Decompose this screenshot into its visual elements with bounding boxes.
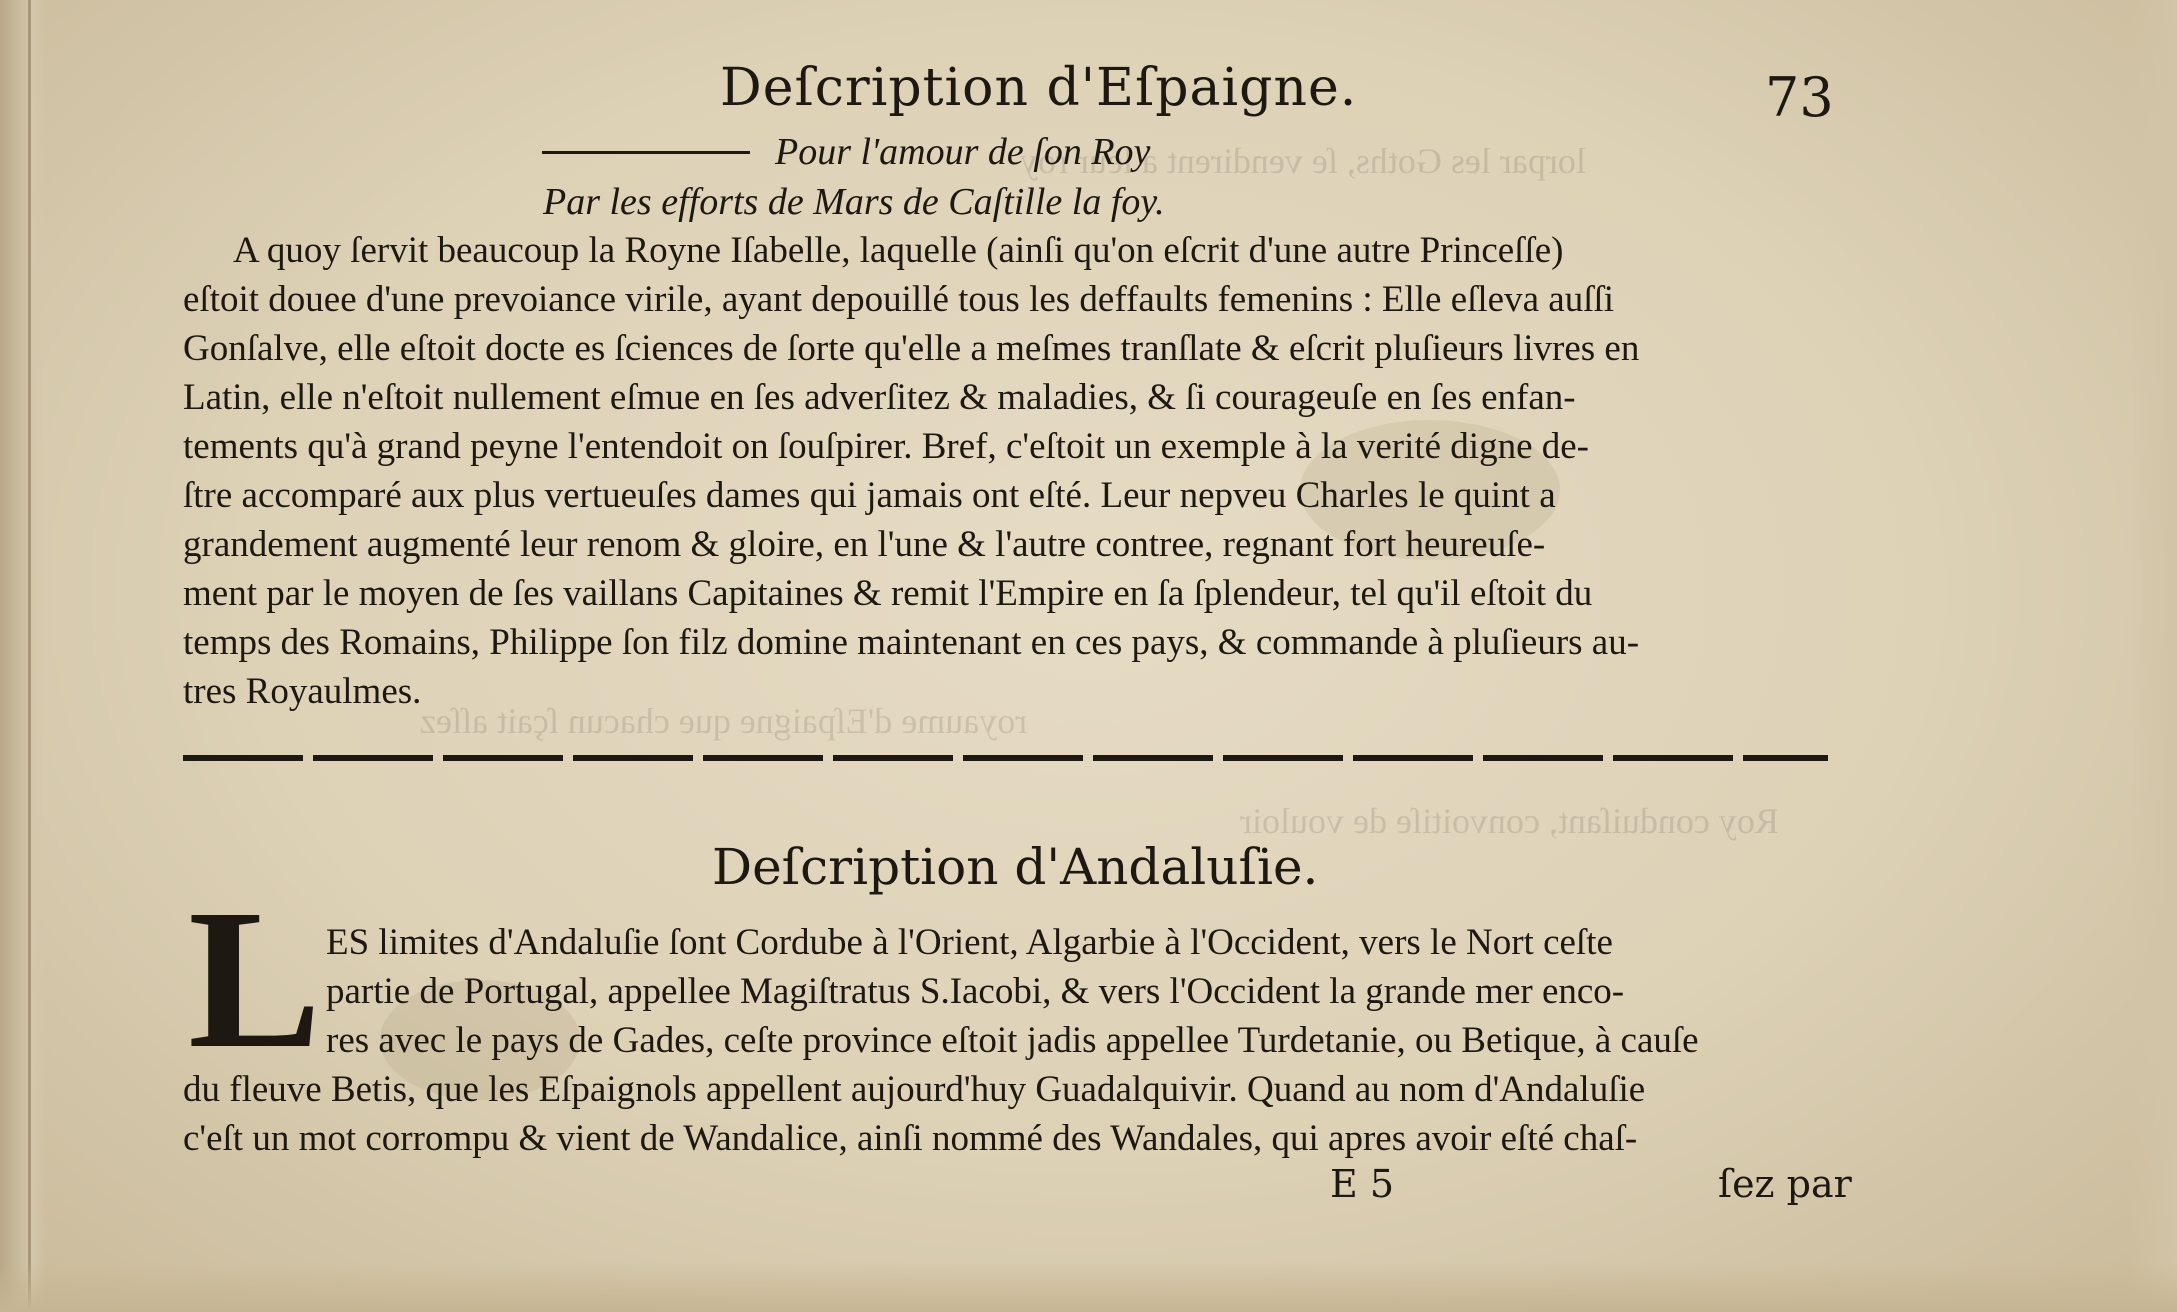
verse-dash: [542, 151, 750, 154]
text-line: ES limites d'Andaluſie ſont Cordube à l'Orient, Algarbie à l'Occident, vers le Nort ceſte: [326, 922, 1613, 963]
text-line: tements qu'à grand peyne l'entendoit on ſouſpirer. Bref, c'eſtoit un exemple à la verité digne de-: [183, 426, 1589, 467]
section-title: Deſcription d'Andaluſie.: [712, 838, 1319, 896]
section-separator: [183, 755, 1828, 761]
text-line: Gonſalve, elle eſtoit docte es ſciences de ſorte qu'elle a meſmes tranſlate & eſcrit pluſieurs livres en: [183, 328, 1640, 369]
text-line: A quoy ſervit beaucoup la Royne Iſabelle, laquelle (ainſi qu'on eſcrit d'une autre Princeſſe): [233, 230, 1564, 271]
show-through-text: royaume d'Eſpaigne que chacun ſçait aſſez: [420, 701, 1028, 741]
drop-cap: L: [188, 869, 322, 1090]
text-line: eſtoit douee d'une prevoiance virile, ayant depouillé tous les deffaults femenins : Elle eſleva auſſi: [183, 279, 1615, 320]
verse-line-2: Par les efforts de Mars de Caſtille la foy.: [543, 181, 1165, 223]
text-line: partie de Portugal, appellee Magiſtratus S.Iacobi, & vers l'Occident la grande mer enco-: [326, 971, 1625, 1012]
page-number: 73: [1765, 66, 1834, 129]
right-edge-shadow: [2127, 0, 2177, 1312]
text-line: grandement augmenté leur renom & gloire, en l'une & l'autre contree, regnant fort heureuſe-: [183, 524, 1546, 565]
text-line: du fleuve Betis, que les Eſpaignols appellent aujourd'huy Guadalquivir. Quand au nom d'Andaluſie: [183, 1069, 1646, 1110]
text-line: c'eſt un mot corrompu & vient de Wandalice, ainſi nommé des Wandales, qui apres avoir eſté chaſ-: [183, 1118, 1638, 1159]
paragraph-2-full: [183, 1065, 1843, 1163]
catchword: ſez par: [1718, 1162, 1852, 1206]
text-line: res avec le pays de Gades, ceſte province eſtoit jadis appellee Turdetanie, ou Betique, à cauſe: [326, 1020, 1699, 1061]
verse-line-1: Pour l'amour de ſon Roy: [775, 131, 1151, 173]
running-title: Deſcription d'Eſpaigne.: [720, 58, 1358, 118]
paragraph-2-indented: [326, 918, 1846, 1065]
text-line: ment par le moyen de ſes vaillans Capitaines & remit l'Empire en ſa ſplendeur, tel qu'il eſtoit du: [183, 573, 1593, 614]
paragraph-1: [183, 226, 1843, 716]
text-line: temps des Romains, Philippe ſon filz domine maintenant en ces pays, & commande à pluſieurs au-: [183, 622, 1640, 663]
page-gutter-shadow: [0, 0, 46, 1312]
bottom-edge-shadow: [0, 1262, 2177, 1312]
text-line: Latin, elle n'eſtoit nullement eſmue en ſes adverſitez & maladies, & ſi courageuſe en ſes enfan-: [183, 377, 1576, 418]
show-through-text: Roy conduiſant, convoitiſe de vouloir: [1240, 801, 1779, 841]
binding-edge: [28, 0, 31, 1312]
text-line: tres Royaulmes.: [183, 671, 422, 712]
signature-mark: E 5: [1330, 1162, 1394, 1206]
text-line: ſtre accomparé aux plus vertueuſes dames qui jamais ont eſté. Leur nepveu Charles le quint a: [183, 475, 1556, 516]
show-through-text: lorpar les Goths, ſe vendirent a leur roy: [1020, 141, 1586, 181]
